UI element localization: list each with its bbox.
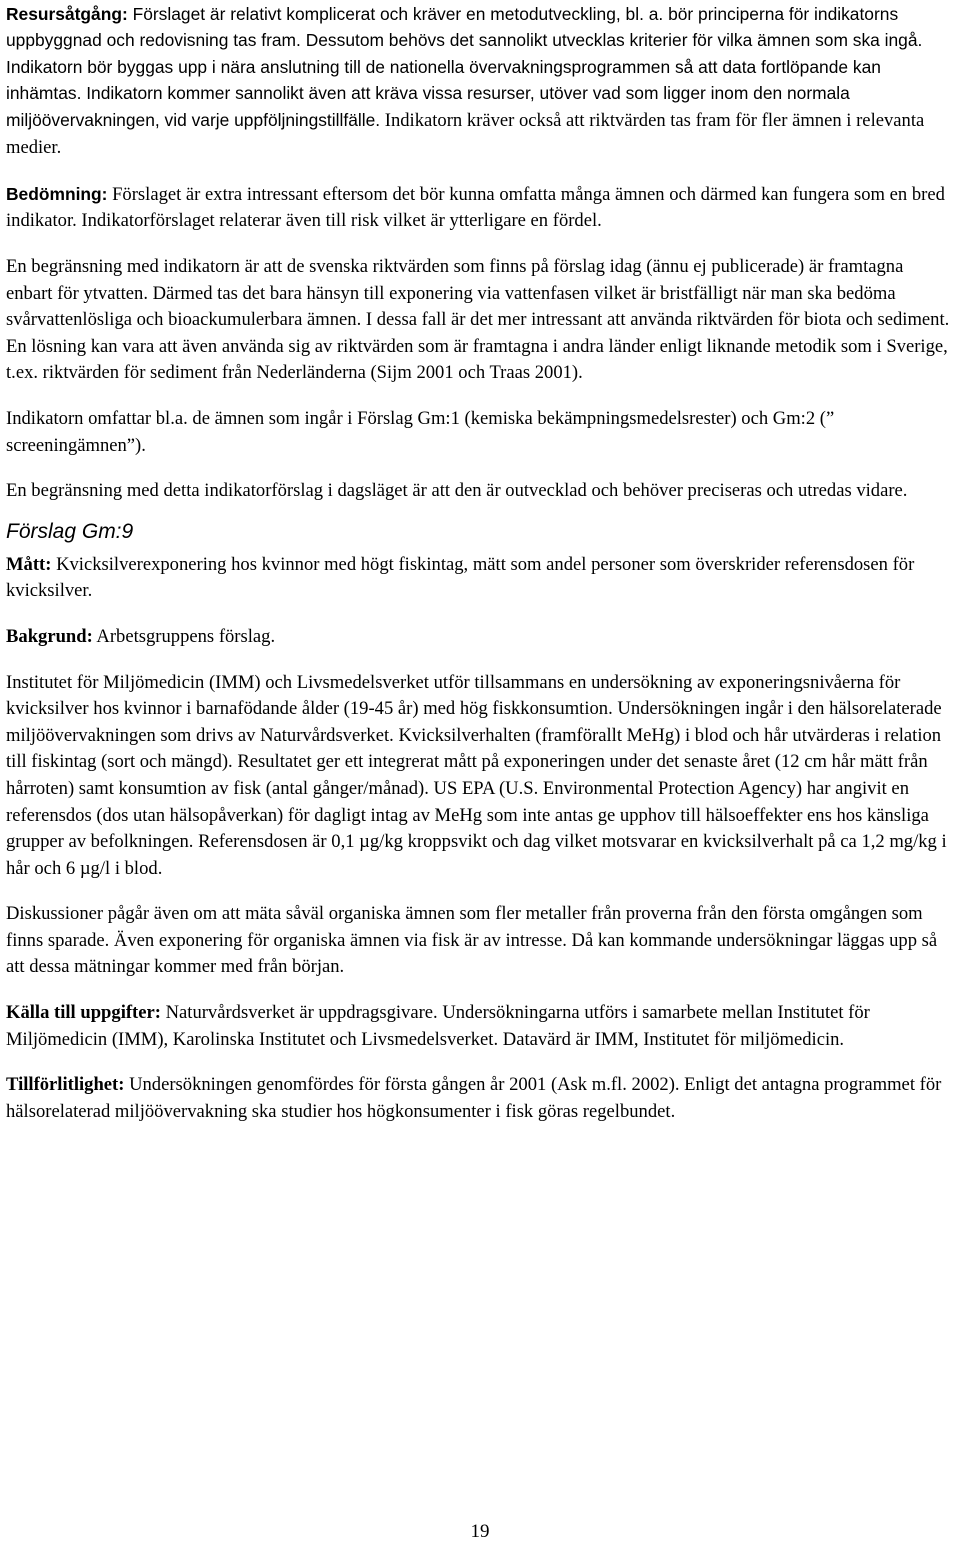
- matt-text: Kvicksilverexponering hos kvinnor med högt fiskintag, mätt som andel personer som överskrider referensdosen för kvicksilver.: [6, 553, 915, 602]
- bakgrund-label: Bakgrund:: [6, 625, 93, 647]
- diskussioner-paragraph: Diskussioner pågår även om att mäta såväl organiska ämnen som fler metaller från proverna från den första omgången som finns sparade. Även exponering för organiska ämnen via fisk är av intresse. Då kan kommande undersökningar läggas upp så att dessa mätningar kommer med från början.: [6, 903, 938, 978]
- resursatgang-label: Resursåtgång:: [6, 4, 128, 24]
- bakgrund-paragraph: [6, 624, 954, 651]
- tillforlitlighet-label: Tillförlitlighet:: [6, 1074, 125, 1096]
- tillforlitlighet-paragraph: [6, 1072, 954, 1125]
- institutet-paragraph: Institutet för Miljömedicin (IMM) och Livsmedelsverket utför tillsammans en undersökning av exponeringsnivåerna för kvicksilver hos kvinnor i barnafödande ålder (19-45 år) med hög fiskkonsumtion. Undersökningen ingår i den hälsorelaterade miljöövervakningen som drivs av Naturvårdsverket. Kvicksilverhalten (framförallt MeHg) i blod och hår utvärderas i relation till fiskintag (sort och mängd). Resultatet ger ett integrerat mått på exponeringen under det senaste året (12 cm hår mätt från hårroten) samt konsumtion av fisk (antal gånger/månad). US EPA (U.S. Environmental Protection Agency) har angivit en referensdos (dos utan hälsopåverkan) för dagligt intag av MeHg som inte antas ge upphov till hälsoeffekter ens hos känsliga grupper av befolkningen. Referensdosen är 0,1 µg/kg kroppsvikt och dag vilket motsvarar en kvicksilverhalt på ca 1,2 mg/kg i hår och 6 µg/l i blod.: [6, 671, 947, 879]
- matt-paragraph: [6, 552, 954, 605]
- begransning-paragraph-2: En begränsning med detta indikatorförslag i dagsläget är att den är outvecklad och behöver preciseras och utredas vidare.: [6, 480, 908, 502]
- tillforlitlighet-text: Undersökningen genomfördes för första gången år 2001 (Ask m.fl. 2002). Enligt det antagna programmet för hälsorelaterad miljöövervakning ska studier hos högkonsumenter i fisk göras regelbundet.: [6, 1074, 942, 1122]
- bedomning-label: Bedömning:: [6, 183, 108, 204]
- resursatgang-text-serif: Indikatorn kräver också att riktvärden tas fram för fler ämnen i relevanta medier.: [6, 109, 925, 159]
- omfattar-paragraph: Indikatorn omfattar bl.a. de ämnen som ingår i Förslag Gm:1 (kemiska bekämpningsmedelsrester) och Gm:2 (” screeningämnen”).: [6, 407, 835, 456]
- resursatgang-paragraph: [6, 1, 954, 162]
- section-heading: Förslag Gm:9: [6, 519, 134, 543]
- bakgrund-text: Arbetsgruppens förslag.: [92, 625, 276, 647]
- bedomning-text: Förslaget är extra intressant eftersom det bör kunna omfatta många ämnen och därmed kan fungera som en bred indikator. Indikatorförslaget relaterar även till risk vilket är ytterligare en fördel.: [6, 183, 945, 232]
- begransning-paragraph-1: En begränsning med indikatorn är att de svenska riktvärden som finns på förslag idag (ännu ej publicerade) är framtagna enbart för ytvatten. Därmed tas det bara hänsyn till exponering via vattenfasen vilket är bristfälligt när man ska bedöma svårvattenlösliga och bioackumulerbara ämnen. I dessa fall är det mer intressant att använda riktvärden för biota och sediment. En lösning kan vara att även använda sig av riktvärden som är framtagna i andra länder enligt liknande metodik som i Sverige, t.ex. riktvärden för sediment från Nederländerna (Sijm 2001 och Traas 2001).: [6, 256, 950, 384]
- matt-label: Mått:: [6, 553, 52, 575]
- document-page: [6, 0, 954, 1125]
- kalla-label: Källa till uppgifter:: [6, 1002, 161, 1024]
- kalla-paragraph: [6, 1000, 954, 1053]
- page-number: 19: [470, 1521, 490, 1542]
- resursatgang-text: Förslaget är relativt komplicerat och kräver en metodutveckling, bl. a. bör principerna för indikatorns uppbyggnad och redovisning tas fram. Dessutom behövs det sannolikt utvecklas kriterier för vilka ämnen som ska ingå. Indikatorn bör byggas upp i nära anslutning till de nationella övervakningsprogrammen så att data fortlöpande kan inhämtas. Indikatorn kommer sannolikt även att kräva vissa resurser, utöver vad som ligger inom den normala miljöövervakningen, vid varje uppföljningstillfälle.: [6, 4, 923, 130]
- bedomning-paragraph: [6, 181, 954, 235]
- kalla-text: Naturvårdsverket är uppdragsgivare. Undersökningarna utförs i samarbete mellan Institutet för Miljömedicin (IMM), Karolinska Institutet och Livsmedelsverket. Datavärd är IMM, Institutet för miljömedicin.: [6, 1002, 870, 1050]
